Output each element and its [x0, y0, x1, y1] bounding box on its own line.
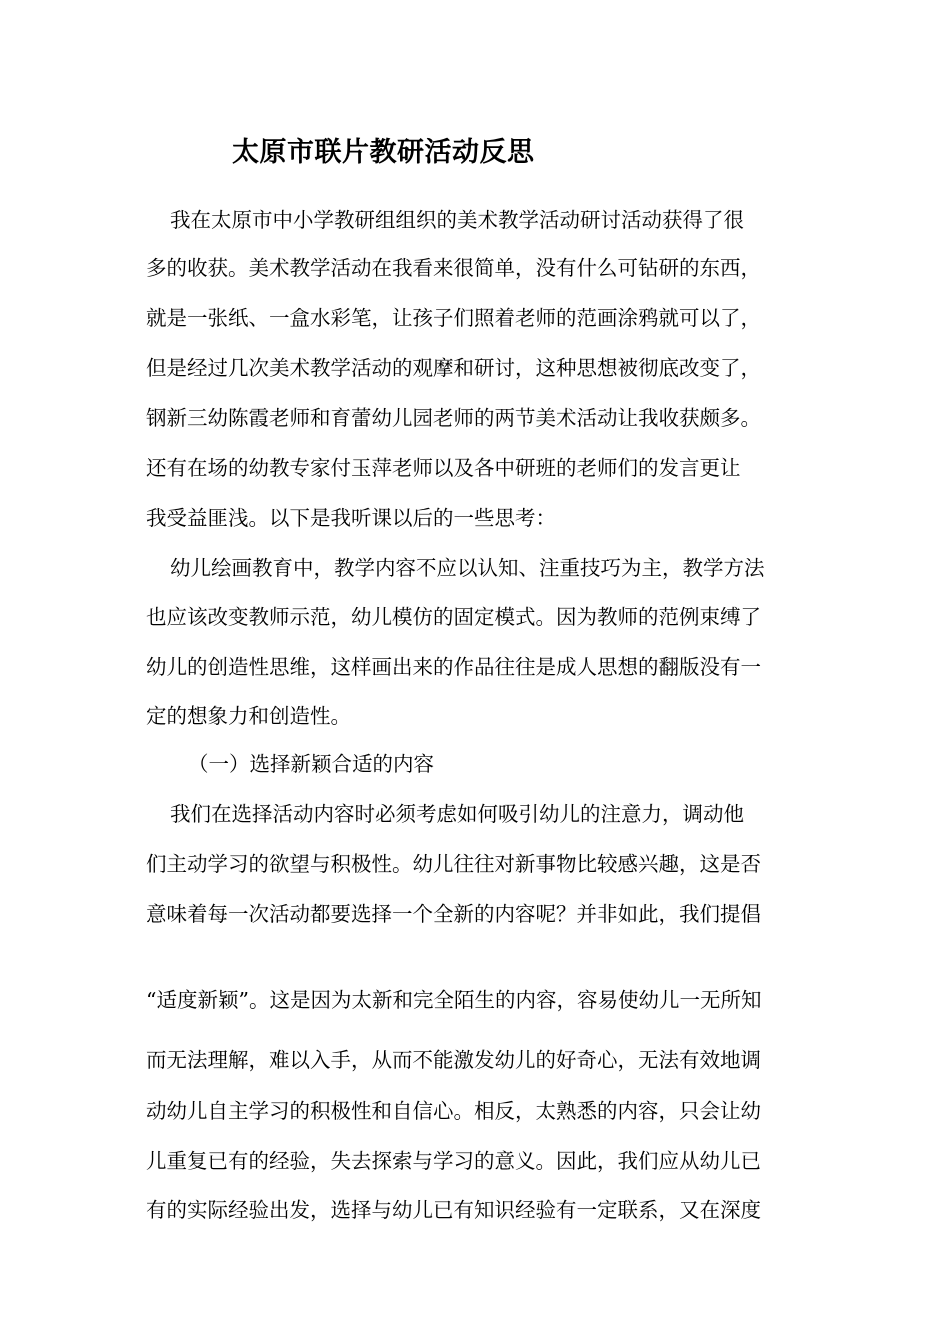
paragraph-3-line-4: “适度新颖”。这是因为太新和完全陌生的内容，容易使幼儿一无所知 — [146, 988, 762, 1012]
document-title: 太原市联片教研活动反思 — [232, 137, 535, 168]
paragraph-1-line-5: 钢新三幼陈霞老师和育蕾幼儿园老师的两节美术活动让我收获颇多。 — [146, 406, 761, 430]
paragraph-3-line-2: 们主动学习的欲望与积极性。幼儿往往对新事物比较感兴趣，这是否 — [146, 852, 761, 876]
paragraph-3-line-1: 我们在选择活动内容时必须考虑如何吸引幼儿的注意力，调动他 — [170, 802, 744, 826]
paragraph-1-line-7: 我受益匪浅。以下是我听课以后的一些思考： — [146, 506, 556, 530]
paragraph-1-line-1: 我在太原市中小学教研组组织的美术教学活动研讨活动获得了很 — [170, 208, 744, 232]
section-heading: （一）选择新颖合适的内容 — [188, 752, 434, 776]
paragraph-1-line-6: 还有在场的幼教专家付玉萍老师以及各中研班的老师们的发言更让 — [146, 456, 741, 480]
paragraph-3-line-5: 而无法理解，难以入手，从而不能激发幼儿的好奇心，无法有效地调 — [146, 1048, 761, 1072]
paragraph-3-line-6: 动幼儿自主学习的积极性和自信心。相反，太熟悉的内容，只会让幼 — [146, 1099, 761, 1123]
paragraph-1-line-2: 多的收获。美术教学活动在我看来很简单，没有什么可钻研的东西， — [146, 256, 761, 280]
paragraph-2-line-2: 也应该改变教师示范，幼儿模仿的固定模式。因为教师的范例束缚了 — [146, 605, 761, 629]
paragraph-3-line-7: 儿重复已有的经验，失去探索与学习的意义。因此，我们应从幼儿已 — [146, 1149, 761, 1173]
paragraph-2-line-4: 定的想象力和创造性。 — [146, 704, 351, 728]
paragraph-1-line-3: 就是一张纸、一盒水彩笔，让孩子们照着老师的范画涂鸦就可以了， — [146, 306, 761, 330]
paragraph-2-line-3: 幼儿的创造性思维，这样画出来的作品往往是成人思想的翻版没有一 — [146, 655, 761, 679]
paragraph-2-line-1: 幼儿绘画教育中，教学内容不应以认知、注重技巧为主，教学方法 — [170, 556, 765, 580]
paragraph-3-line-3: 意味着每一次活动都要选择一个全新的内容呢？并非如此，我们提倡 — [146, 902, 761, 926]
paragraph-3-line-8: 有的实际经验出发，选择与幼儿已有知识经验有一定联系，又在深度 — [146, 1198, 761, 1222]
paragraph-1-line-4: 但是经过几次美术教学活动的观摩和研讨，这种思想被彻底改变了， — [146, 356, 761, 380]
